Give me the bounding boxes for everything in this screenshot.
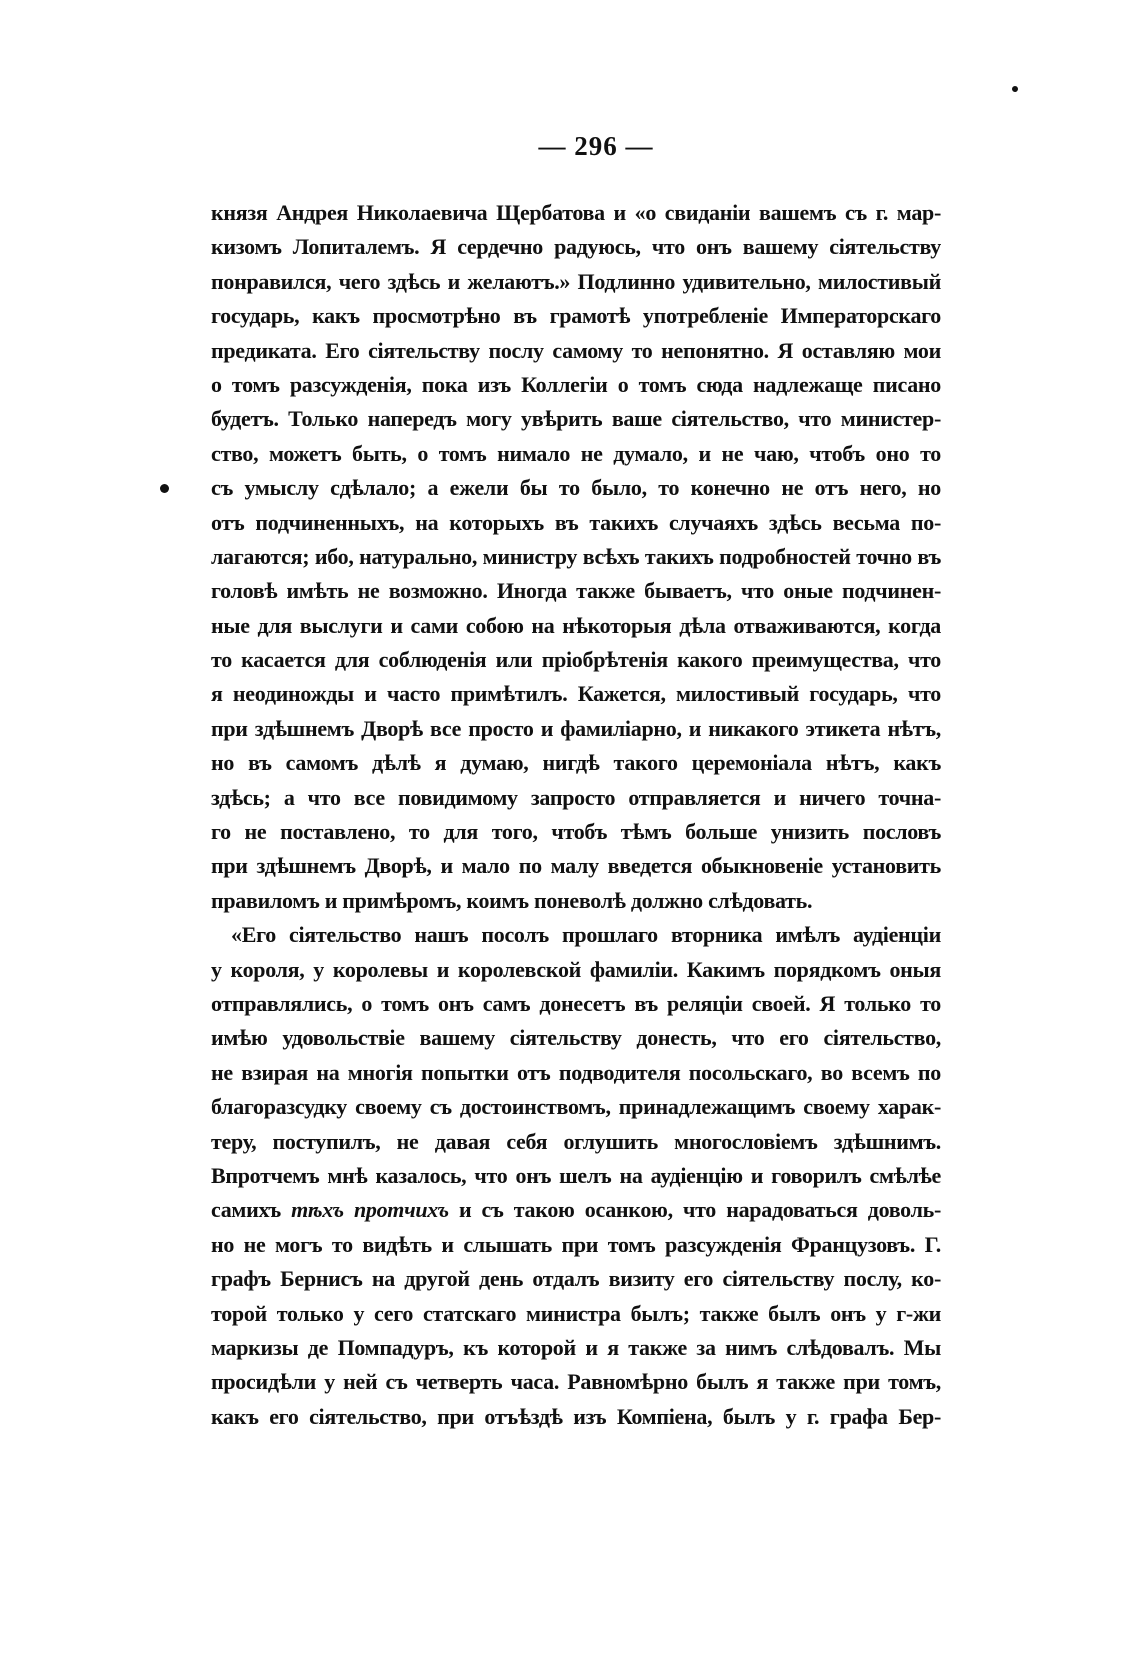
- text-line: не взирая на многія попытки отъ подводителя посольскаго, во всемъ по: [211, 1059, 941, 1085]
- text-line: но въ самомъ дѣлѣ я думаю, нигдѣ такого церемоніала нѣтъ, какъ: [211, 750, 941, 776]
- text-line: ные для выслуги и сами собою на нѣкоторыя дѣла отваживаются, когда: [211, 612, 941, 638]
- text-line: ство, можетъ быть, о томъ нимало не думало, и не чаю, чтобъ оно то: [211, 440, 941, 466]
- text-line: графъ Бернисъ на другой день отдалъ визиту его сіятельству послу, ко-: [211, 1266, 941, 1292]
- text-line: я неодиножды и часто примѣтилъ. Кажется, милостивый государь, что: [211, 681, 941, 707]
- page-number: — 296 —: [538, 131, 654, 161]
- text-line: понравился, чего здѣсь и желаютъ.» Подлинно удивительно, милостивый: [211, 268, 941, 294]
- text-line: го не поставлено, то для того, чтобъ тѣмъ больше унизить пословъ: [211, 819, 941, 845]
- text-line: то касается для соблюденія или пріобрѣтенія какого преимущества, что: [211, 647, 941, 673]
- text-line: но не могъ то видѣть и слышать при томъ разсужденія Французовъ. Г.: [211, 1231, 941, 1257]
- text-line: кизомъ Лопиталемъ. Я сердечно радуюсь, что онъ вашему сіятельству: [211, 234, 941, 260]
- ink-spot: [160, 484, 169, 493]
- text-line: теру, поступилъ, не давая себя оглушить многословіемъ здѣшнимъ.: [211, 1128, 941, 1154]
- text-line-with-italic: [211, 1193, 941, 1227]
- main-text: [211, 196, 941, 1434]
- text-line: при здѣшнемъ Дворѣ все просто и фамиліарно, и никакого этикета нѣтъ,: [211, 715, 941, 741]
- italic-phrase: тѣхъ протчихъ: [291, 1197, 449, 1223]
- text-line: правиломъ и примѣромъ, коимъ поневолѣ должно слѣдовать.: [211, 887, 813, 913]
- text-line: отправлялись, о томъ онъ самъ донесетъ въ реляціи своей. Я только то: [211, 990, 941, 1016]
- ink-spot: [1012, 86, 1018, 92]
- text-segment: самихъ: [211, 1197, 292, 1223]
- text-line: «Его сіятельство нашъ посолъ прошлаго вторника имѣлъ аудіенціи: [231, 922, 941, 948]
- text-line: какъ его сіятельство, при отъѣздѣ изъ Компіена, былъ у г. графа Бер-: [211, 1403, 941, 1429]
- text-line: о томъ разсужденія, пока изъ Коллегіи о томъ сюда надлежаще писано: [211, 371, 941, 397]
- text-line: просидѣли у ней съ четверть часа. Равномѣрно былъ я также при томъ,: [211, 1369, 941, 1395]
- text-line: Впротчемъ мнѣ казалось, что онъ шелъ на аудіенцію и говорилъ смѣлѣе: [211, 1162, 941, 1188]
- text-line: государь, какъ просмотрѣно въ грамотѣ употребленіе Императорскаго: [211, 303, 941, 329]
- text-line: съ умыслу сдѣлало; а ежели бы то было, то конечно не отъ него, но: [211, 475, 941, 501]
- text-segment: и съ такою осанкою, что нарадоваться доволь-: [448, 1197, 941, 1223]
- text-line: князя Андрея Николаевича Щербатова и «о свиданіи вашемъ съ г. мар-: [211, 200, 941, 225]
- text-line: у короля, у королевы и королевской фамиліи. Какимъ порядкомъ оныя: [211, 956, 941, 982]
- text-line: имѣю удовольствіе вашему сіятельству донесть, что его сіятельство,: [211, 1025, 941, 1051]
- text-line: здѣсь; а что все повидимому запросто отправляется и ничего точна-: [211, 784, 941, 810]
- text-line: лагаются; ибо, натурально, министру всѣхъ такихъ подробностей точно въ: [211, 543, 941, 569]
- text-line: торой только у сего статскаго министра былъ; также былъ онъ у г-жи: [211, 1300, 941, 1326]
- text-line: будетъ. Только напередъ могу увѣрить ваше сіятельство, что министер-: [211, 406, 941, 432]
- text-line: при здѣшнемъ Дворѣ, и мало по малу введется обыкновеніе установить: [211, 853, 941, 879]
- text-line: отъ подчиненныхъ, на которыхъ въ такихъ случаяхъ здѣсь весьма по-: [211, 509, 941, 535]
- text-line: маркизы де Помпадуръ, къ которой и я также за нимъ слѣдовалъ. Мы: [211, 1334, 941, 1360]
- text-line: благоразсудку своему съ достоинствомъ, принадлежащимъ своему харак-: [211, 1094, 941, 1120]
- text-line: предиката. Его сіятельству послу самому то непонятно. Я оставляю мои: [211, 337, 941, 363]
- text-line: головѣ имѣть не возможно. Иногда также бываетъ, что оные подчинен-: [211, 578, 941, 604]
